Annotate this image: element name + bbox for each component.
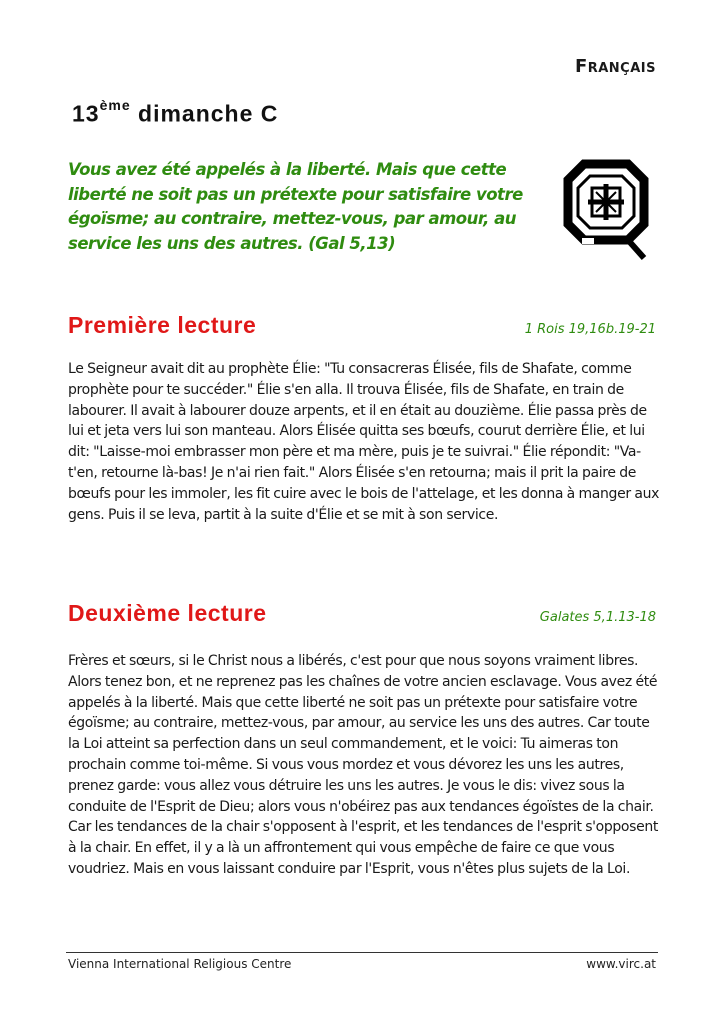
second-reading-header (68, 600, 656, 627)
language-label: Français (574, 56, 656, 77)
footer-website-link[interactable]: www.virc.at (586, 957, 656, 971)
first-reading-header (68, 312, 656, 339)
title-superscript: ème (99, 97, 131, 113)
motto-quote: Vous avez été appelés à la liberté. Mais que cette liberté ne soit pas un prétexte pour satisfaire votre égoïsme; au contraire, mettez-vous, par amour, au service les uns des autres. (Gal 5,13) (68, 160, 523, 253)
footer-organization: Vienna International Religious Centre (68, 957, 292, 971)
first-reading-heading: Première lecture (68, 312, 257, 338)
title-rest: dimanche C (138, 100, 279, 127)
first-reading-text: Le Seigneur avait dit au prophète Élie: "Tu consacreras Élisée, fils de Shafate, comme prophète pour te succéder." Élie s'en alla. Il trouva Élisée, fils de Shafate, en train de labourer. Il avait à labourer douze arpents, et il en était au douzième. Élie passa près de lui et jeta vers lui son manteau. Alors Élisée quitta ses bœufs, courut derrière Élie, et lui dit: "Laisse-moi embrasser mon père et ma mère, puis je te suivrai." Élie répondit: "Va-t'en, retourne là-bas! Je n'ai rien fait." Alors Élisée s'en retourna; mais il prit la paire de bœufs pour les immoler, les fit cuire avec le bois de l'attelage, et les donna à manger aux gens. Puis il se leva, partit à la suite d'Élie et se mit à son service. (68, 361, 660, 523)
second-reading-text: Frères et sœurs, si le Christ nous a libérés, c'est pour que nous soyons vraiment libres. Alors tenez bon, et ne reprenez pas les chaînes de votre ancien esclavage. Vous avez été appelés à la liberté. Mais que cette liberté ne soit pas un prétexte pour satisfaire votre égoïsme; au contraire, mettez-vous, par amour, au service les uns des autres. Car toute la Loi atteint sa perfection dans un seul commandement, et le voici: Tu aimeras ton prochain comme toi-même. Si vous vous mordez et vous dévorez les uns les autres, prenez garde: vous allez vous détruire les uns les autres. Je vous le dis: vivez sous la conduite de l'Esprit de Dieu; alors vous n'obéirez pas aux tendances égoïstes de la chair. Car les tendances de la chair s'opposent à l'esprit, et les tendances de l'esprit s'opposent à la chair. En effet, il y a là un affrontement qui vous empêche de faire ce que vous voudriez. Mais en vous laissant conduire par l'Esprit, vous n'êtes plus sujets de la Loi. (68, 653, 659, 877)
second-reading-reference: Galates 5,1.13-18 (539, 610, 656, 625)
virc-logo-icon (562, 158, 650, 268)
page-title (72, 97, 279, 128)
second-reading-heading: Deuxième lecture (68, 600, 267, 626)
title-number: 13 (72, 100, 100, 127)
footer-divider (66, 952, 658, 953)
first-reading-reference: 1 Rois 19,16b.19-21 (524, 322, 656, 337)
